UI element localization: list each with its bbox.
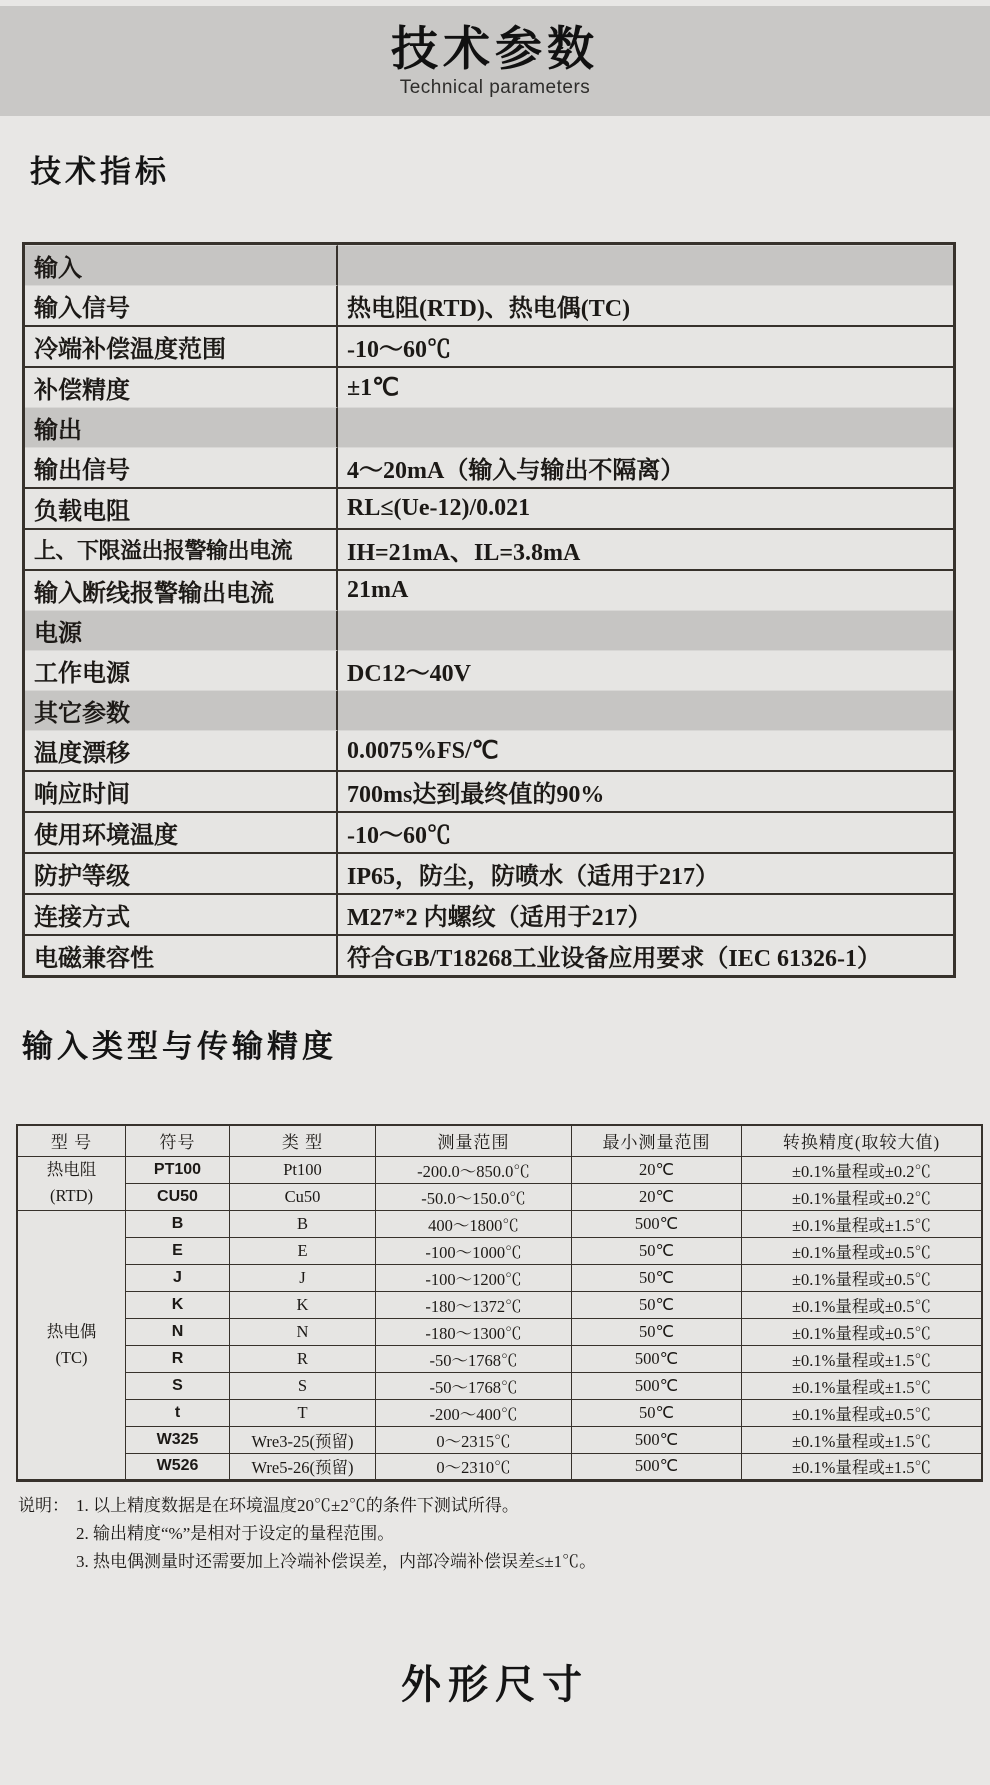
col-header-min-range: 最小测量范围 [572, 1125, 742, 1156]
section-title-input-types: 输入类型与传输精度 [22, 1029, 337, 1064]
accuracy-header-row [17, 1125, 982, 1156]
col-header-symbol: 符号 [126, 1125, 230, 1156]
table-row [17, 1210, 982, 1237]
page-title: 技术参数 [391, 21, 599, 75]
col-header-type: 类 型 [230, 1125, 376, 1156]
type-cell: J [230, 1264, 376, 1291]
range-cell: -100～1000℃ [376, 1237, 572, 1264]
spec-value [338, 245, 953, 285]
type-cell: T [230, 1399, 376, 1426]
col-header-range: 测量范围 [376, 1125, 572, 1156]
type-cell: K [230, 1291, 376, 1318]
spec-label: 负载电阻 [25, 487, 338, 528]
type-cell: Wre5-26(预留) [230, 1453, 376, 1480]
spec-value [338, 690, 953, 730]
spec-value: 符合GB/T18268工业设备应用要求（IEC 61326-1） [338, 934, 953, 975]
spec-row [25, 934, 953, 975]
symbol-cell: W325 [126, 1426, 230, 1453]
symbol-cell: R [126, 1345, 230, 1372]
spec-row [25, 650, 953, 690]
accuracy-cell: ±0.1%量程或±1.5℃ [742, 1345, 983, 1372]
min-range-cell: 500℃ [572, 1210, 742, 1237]
spec-label: 输入信号 [25, 285, 338, 325]
symbol-cell: N [126, 1318, 230, 1345]
table-row [17, 1237, 982, 1264]
note-line: 3. 热电偶测量时还需要加上冷端补偿误差，内部冷端补偿误差≤±1℃。 [76, 1552, 597, 1571]
spec-value: 21mA [338, 569, 953, 610]
range-cell: 0～2315℃ [376, 1426, 572, 1453]
symbol-cell: PT100 [126, 1156, 230, 1183]
range-cell: -200.0～850.0℃ [376, 1156, 572, 1183]
spec-value: 4～20mA（输入与输出不隔离） [338, 447, 953, 487]
type-cell: R [230, 1345, 376, 1372]
type-cell: B [230, 1210, 376, 1237]
type-cell: N [230, 1318, 376, 1345]
table-row [17, 1345, 982, 1372]
spec-section-label: 其它参数 [25, 690, 338, 730]
page-subtitle: Technical parameters [399, 77, 591, 99]
min-range-cell: 500℃ [572, 1453, 742, 1480]
spec-label: 温度漂移 [25, 730, 338, 770]
accuracy-cell: ±0.1%量程或±1.5℃ [742, 1210, 983, 1237]
page-banner [0, 6, 990, 116]
symbol-cell: K [126, 1291, 230, 1318]
section-title-indicators: 技术指标 [30, 154, 170, 189]
spec-value: -10～60℃ [338, 811, 953, 852]
table-row [17, 1264, 982, 1291]
min-range-cell: 50℃ [572, 1237, 742, 1264]
spec-label: 上、下限溢出报警输出电流 [25, 528, 338, 569]
spec-row [25, 528, 953, 569]
accuracy-cell: ±0.1%量程或±0.5℃ [742, 1399, 983, 1426]
min-range-cell: 50℃ [572, 1264, 742, 1291]
range-cell: -50～1768℃ [376, 1372, 572, 1399]
note-line: 2. 输出精度“%”是相对于设定的量程范围。 [76, 1524, 395, 1543]
model-name: 热电阻 [46, 1160, 97, 1179]
spec-row [25, 690, 953, 730]
spec-value: -10～60℃ [338, 325, 953, 366]
accuracy-cell: ±0.1%量程或±1.5℃ [742, 1426, 983, 1453]
spec-label: 工作电源 [25, 650, 338, 690]
range-cell: -180～1300℃ [376, 1318, 572, 1345]
spec-label: 输入断线报警输出电流 [25, 569, 338, 610]
min-range-cell: 50℃ [572, 1291, 742, 1318]
model-abbr: (TC) [55, 1347, 88, 1367]
table-row [17, 1318, 982, 1345]
spec-value: DC12～40V [338, 650, 953, 690]
min-range-cell: 20℃ [572, 1183, 742, 1210]
min-range-cell: 500℃ [572, 1372, 742, 1399]
spec-row [25, 447, 953, 487]
spec-row [25, 325, 953, 366]
model-abbr: (RTD) [50, 1186, 93, 1205]
table-row [17, 1453, 982, 1480]
spec-section-label: 电源 [25, 610, 338, 650]
type-cell: Wre3-25(预留) [230, 1426, 376, 1453]
spec-value: M27*2 内螺纹（适用于217） [338, 893, 953, 934]
model-group-rtd [17, 1156, 126, 1210]
spec-label: 响应时间 [25, 770, 338, 811]
spec-row [25, 245, 953, 285]
spec-table [22, 242, 956, 978]
table-row [17, 1426, 982, 1453]
type-cell: E [230, 1237, 376, 1264]
spec-value: ±1℃ [338, 366, 953, 407]
table-row [17, 1372, 982, 1399]
accuracy-cell: ±0.1%量程或±0.5℃ [742, 1318, 983, 1345]
spec-row [25, 811, 953, 852]
accuracy-cell: ±0.1%量程或±0.2℃ [742, 1156, 983, 1183]
accuracy-cell: ±0.1%量程或±0.2℃ [742, 1183, 983, 1210]
symbol-cell: CU50 [126, 1183, 230, 1210]
table-row [17, 1291, 982, 1318]
spec-label: 输出信号 [25, 447, 338, 487]
spec-label: 电磁兼容性 [25, 934, 338, 975]
spec-row [25, 893, 953, 934]
spec-value [338, 610, 953, 650]
type-cell: S [230, 1372, 376, 1399]
model-name: 热电偶 [46, 1321, 97, 1341]
accuracy-cell: ±0.1%量程或±0.5℃ [742, 1291, 983, 1318]
spec-value: RL≤(Ue-12)/0.021 [338, 487, 953, 528]
range-cell: -50～1768℃ [376, 1345, 572, 1372]
spec-section-label: 输入 [25, 245, 338, 285]
spec-value [338, 407, 953, 447]
notes [18, 1492, 958, 1576]
symbol-cell: B [126, 1210, 230, 1237]
col-header-model: 型 号 [17, 1125, 126, 1156]
col-header-accuracy: 转换精度(取较大值) [742, 1125, 983, 1156]
symbol-cell: S [126, 1372, 230, 1399]
spec-label: 补偿精度 [25, 366, 338, 407]
range-cell: -180～1372℃ [376, 1291, 572, 1318]
accuracy-cell: ±0.1%量程或±1.5℃ [742, 1372, 983, 1399]
spec-label: 防护等级 [25, 852, 338, 893]
spec-row [25, 285, 953, 325]
min-range-cell: 50℃ [572, 1399, 742, 1426]
symbol-cell: t [126, 1399, 230, 1426]
range-cell: 0～2310℃ [376, 1453, 572, 1480]
range-cell: -50.0～150.0℃ [376, 1183, 572, 1210]
range-cell: -100～1200℃ [376, 1264, 572, 1291]
spec-row [25, 569, 953, 610]
spec-label: 使用环境温度 [25, 811, 338, 852]
spec-value: IP65，防尘，防喷水（适用于217） [338, 852, 953, 893]
section-title-dimensions: 外形尺寸 [401, 1663, 589, 1707]
min-range-cell: 20℃ [572, 1156, 742, 1183]
type-cell: Cu50 [230, 1183, 376, 1210]
spec-section-label: 输出 [25, 407, 338, 447]
min-range-cell: 500℃ [572, 1426, 742, 1453]
accuracy-cell: ±0.1%量程或±0.5℃ [742, 1237, 983, 1264]
spec-value: 热电阻(RTD)、热电偶(TC) [338, 285, 953, 325]
note-item: 1. 以上精度数据是在环境温度20℃±2℃的条件下测试所得。 [76, 1496, 519, 1515]
spec-row [25, 610, 953, 650]
spec-value: 700ms达到最终值的90% [338, 770, 953, 811]
spec-row [25, 366, 953, 407]
table-row [17, 1183, 982, 1210]
spec-row [25, 407, 953, 447]
table-row [17, 1156, 982, 1183]
spec-row [25, 730, 953, 770]
spec-value: IH=21mA、IL=3.8mA [338, 528, 953, 569]
symbol-cell: J [126, 1264, 230, 1291]
range-cell: 400～1800℃ [376, 1210, 572, 1237]
symbol-cell: E [126, 1237, 230, 1264]
note-prefix: 说明： [18, 1496, 69, 1515]
accuracy-cell: ±0.1%量程或±1.5℃ [742, 1453, 983, 1480]
min-range-cell: 500℃ [572, 1345, 742, 1372]
note-line [18, 1492, 958, 1520]
spec-label: 冷端补偿温度范围 [25, 325, 338, 366]
spec-row [25, 487, 953, 528]
symbol-cell: W526 [126, 1453, 230, 1480]
spec-label: 连接方式 [25, 893, 338, 934]
spec-value: 0.0075%FS/℃ [338, 730, 953, 770]
type-cell: Pt100 [230, 1156, 376, 1183]
spec-row [25, 852, 953, 893]
accuracy-table [16, 1124, 983, 1482]
min-range-cell: 50℃ [572, 1318, 742, 1345]
table-row [17, 1399, 982, 1426]
range-cell: -200～400℃ [376, 1399, 572, 1426]
model-group-tc [17, 1210, 126, 1480]
spec-row [25, 770, 953, 811]
accuracy-cell: ±0.1%量程或±0.5℃ [742, 1264, 983, 1291]
